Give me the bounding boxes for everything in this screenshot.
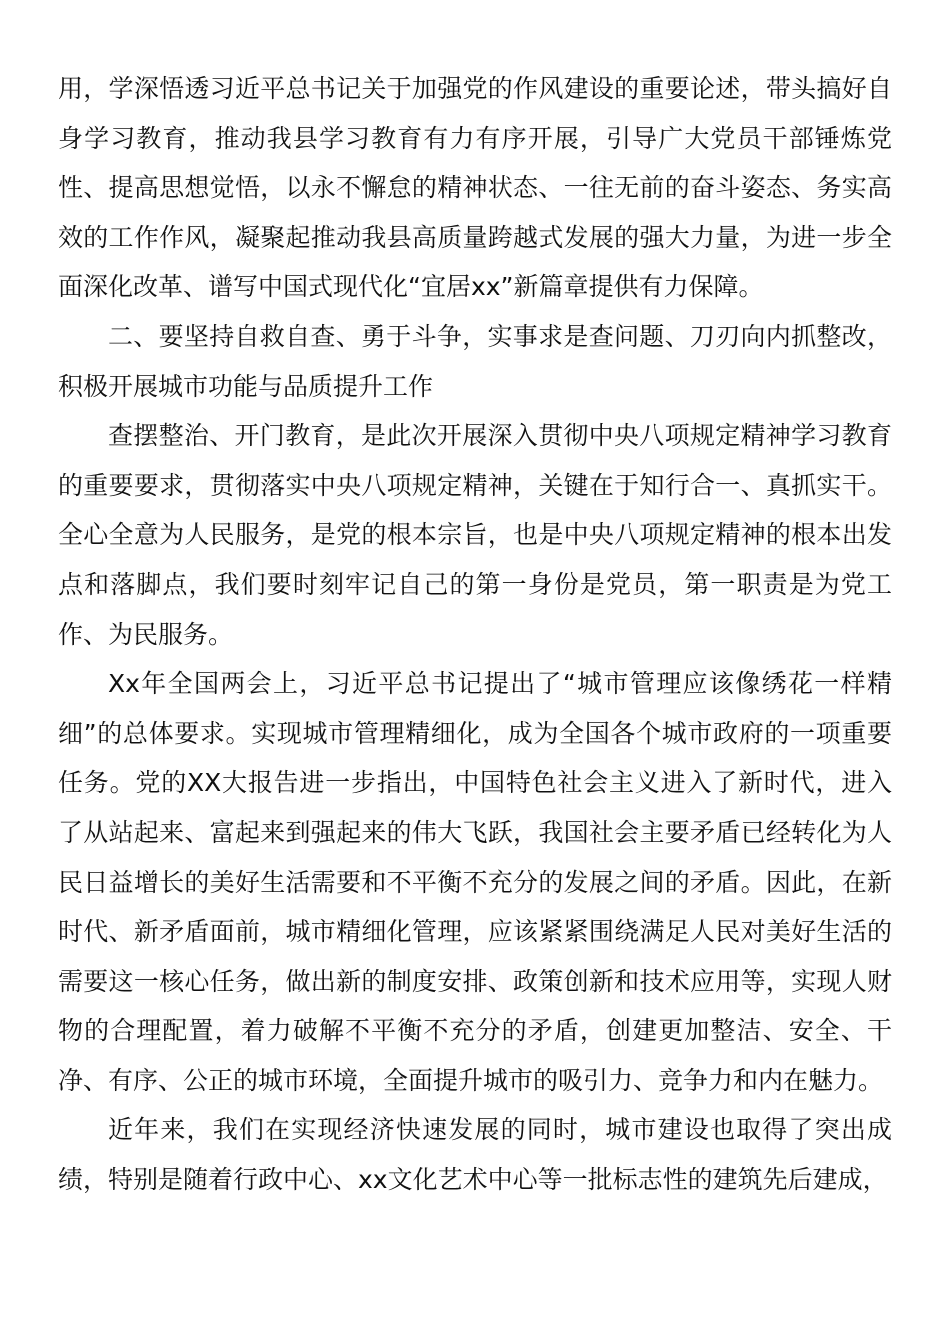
paragraph-inspection: 查摆整治、开门教育，是此次开展深入贯彻中央八项规定精神学习教育的重要要求，贯彻落实中央八项规定精神，关键在于知行合一、真抓实干。全心全意为人民服务，是党的根本宗旨，也是中央八项规定精神的根本出发点和落脚点，我们要时刻牢记自己的第一身份是党员，第一职责是为党工作、为民服务。 <box>58 421 892 649</box>
paragraph-continuation: 用，学深悟透习近平总书记关于加强党的作风建设的重要论述，带头搞好自身学习教育，推动我县学习教育有力有序开展，引导广大党员干部锤炼党性、提高思想觉悟，以永不懈怠的精神状态、一往无前的奋斗姿态、务实高效的工作作风，凝聚起推动我县高质量跨越式发展的强大力量，为进一步全面深化改革、谱写中国式现代化“宜居xx”新篇章提供有力保障。 <box>58 74 892 302</box>
section-heading-two: 二、要坚持自救自查、勇于斗争，实事求是查问题、刀刃向内抓整改，积极开展城市功能与品质提升工作 <box>58 321 892 401</box>
paragraph-recent-years: 近年来，我们在实现经济快速发展的同时，城市建设也取得了突出成绩，特别是随着行政中心、xx文化艺术中心等一批标志性的建筑先后建成， <box>58 1115 892 1195</box>
document-body <box>58 64 892 1205</box>
paragraph-city-management: Xx年全国两会上，习近平总书记提出了“城市管理应该像绣花一样精细”的总体要求。实现城市管理精细化，成为全国各个城市政府的一项重要任务。党的XX大报告进一步指出，中国特色社会主义进入了新时代，进入了从站起来、富起来到强起来的伟大飞跃，我国社会主要矛盾已经转化为人民日益增长的美好生活需要和不平衡不充分的发展之间的矛盾。因此，在新时代、新矛盾面前，城市精细化管理，应该紧紧围绕满足人民对美好生活的需要这一核心任务，做出新的制度安排、政策创新和技术应用等，实现人财物的合理配置，着力破解不平衡不充分的矛盾，创建更加整洁、安全、干净、有序、公正的城市环境，全面提升城市的吸引力、竞争力和内在魅力。 <box>58 669 892 1095</box>
